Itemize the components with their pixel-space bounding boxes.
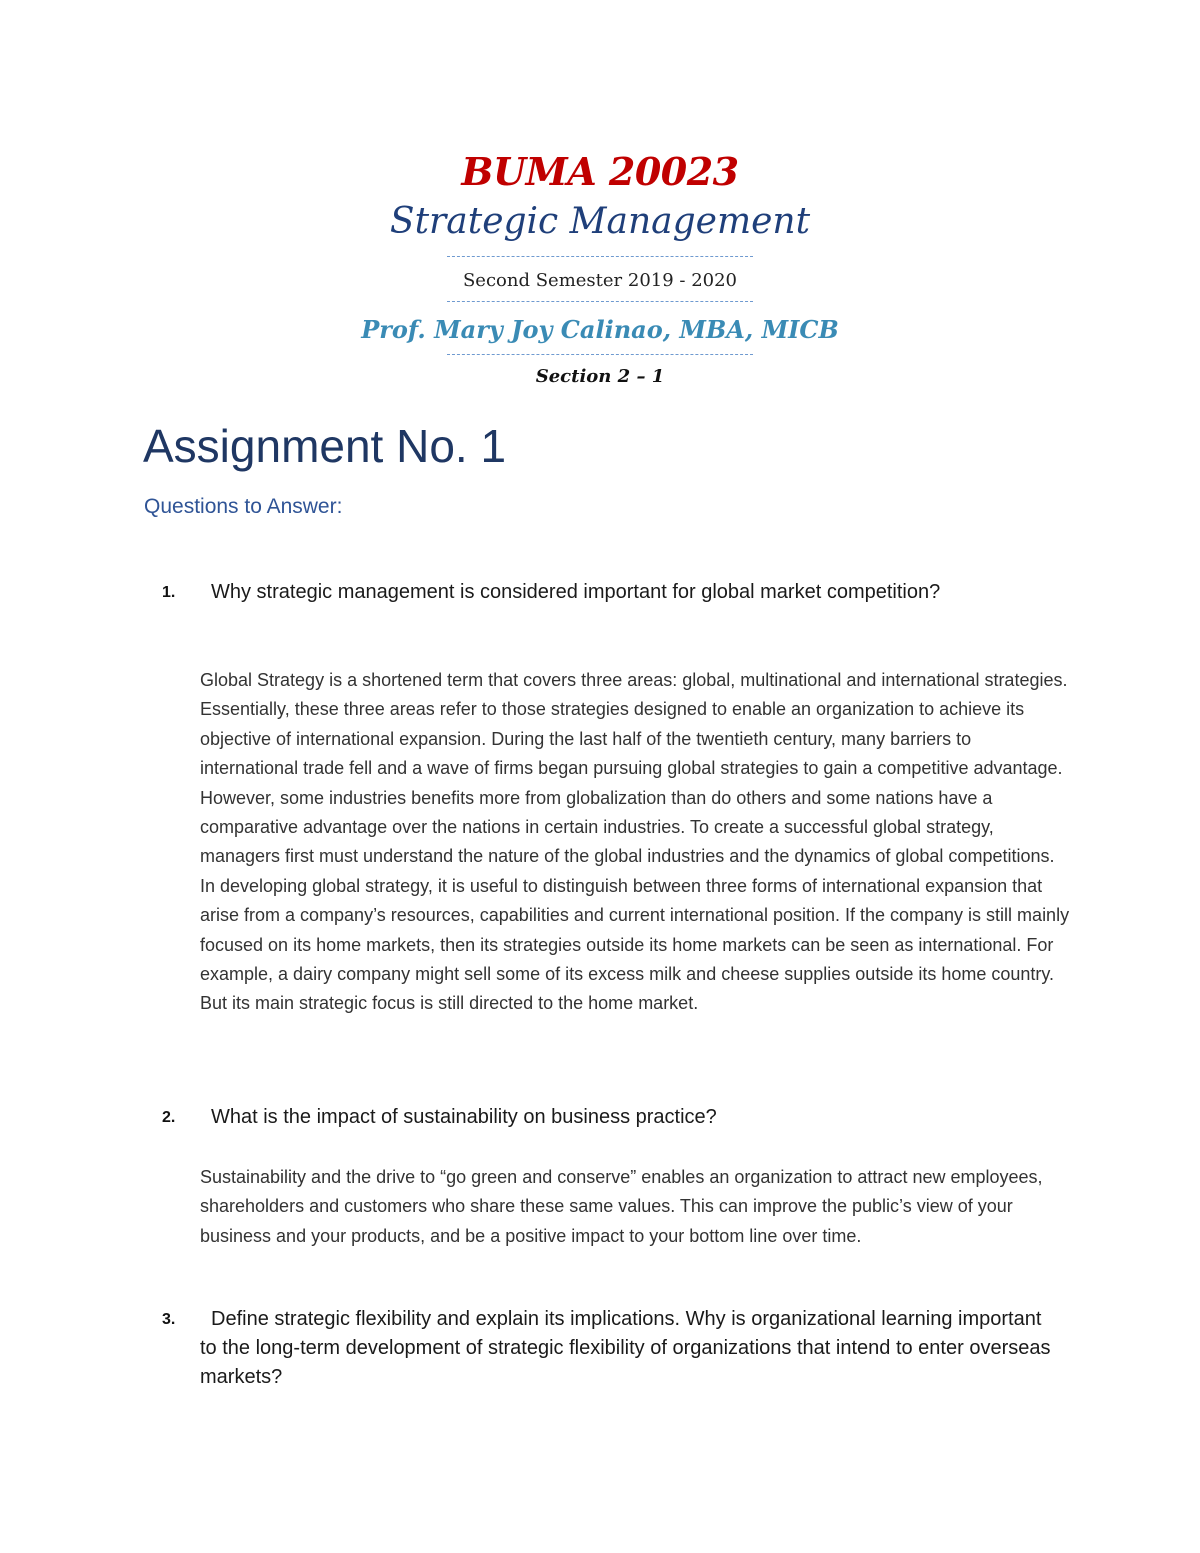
section-label: Section 2 – 1 (535, 366, 665, 387)
professor-name: Prof. Mary Joy Calinao, MBA, MICB (361, 315, 839, 344)
questions-heading: Questions to Answer: (144, 495, 343, 518)
question-text: Why strategic management is considered important for global market competition? (211, 581, 941, 603)
question-number: 2. (162, 1109, 176, 1126)
divider (447, 354, 753, 355)
question-text: What is the impact of sustainability on business practice? (211, 1106, 717, 1128)
semester-label: Second Semester 2019 - 2020 (462, 270, 738, 291)
document-header (0, 148, 1200, 391)
question-text: Define strategic flexibility and explain its implications. Why is organizational learning important to the long-term development of strategic flexibility of organizations that intend to enter overseas markets? (200, 1308, 1051, 1388)
question-number: 1. (162, 584, 176, 601)
assignment-title: Assignment No. 1 (143, 420, 507, 472)
course-code: BUMA 20023 (461, 149, 739, 194)
question-number: 3. (162, 1311, 176, 1328)
answer-text: Global Strategy is a shortened term that covers three areas: global, multinational and international strategies. Essentially, these three areas refer to those strategies designed to enable an organization to achieve its objective of international expansion. During the last half of the twentieth century, many barriers to international trade fell and a wave of firms began pursuing global strategies to gain a competitive advantage. However, some industries benefits more from globalization than do others and some nations have a comparative advantage over the nations in certain industries. To create a successful global strategy, managers first must understand the nature of the global industries and the dynamics of global competitions. In developing global strategy, it is useful to distinguish between three forms of international expansion that arise from a company’s resources, capabilities and current international position. If the company is still mainly focused on its home markets, then its strategies outside its home markets can be seen as international. For example, a dairy company might sell some of its excess milk and cheese supplies outside its home country. But its main strategic focus is still directed to the home market. (200, 670, 1070, 1014)
divider (447, 256, 753, 257)
divider (447, 301, 753, 302)
course-title: Strategic Management (389, 201, 811, 242)
answer-text: Sustainability and the drive to “go green and conserve” enables an organization to attract new employees, shareholders and customers who share these same values. This can improve the public’s view of your business and your products, and be a positive impact to your bottom line over time. (200, 1167, 1043, 1246)
